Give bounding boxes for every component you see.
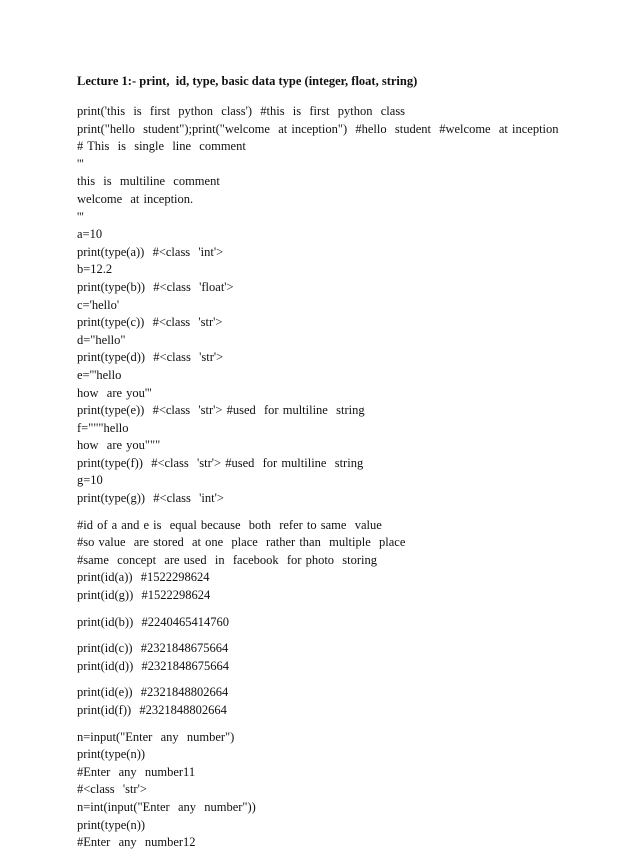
- code-line: print('this is first python class') #this is first python class: [77, 104, 406, 118]
- code-line: #id of a and e is equal because both refer to same value: [77, 517, 382, 532]
- block-gap: [77, 675, 617, 684]
- code-line: ''': [77, 209, 84, 224]
- block-gap: [77, 631, 617, 640]
- code-line: print(type(b)) #<class 'float'>: [77, 279, 234, 294]
- document-content: [77, 72, 617, 852]
- code-line: #Enter any number11: [77, 764, 196, 779]
- code-line: n=input("Enter any number"): [77, 729, 235, 744]
- code-line: how are you''': [77, 385, 152, 400]
- code-line: print(type(n)): [77, 817, 146, 832]
- code-line: #same concept are used in facebook for photo storing: [77, 552, 378, 567]
- code-line: #so value are stored at one place rather than multiple place: [77, 535, 406, 550]
- code-line: print(type(a)) #<class 'int'>: [77, 244, 224, 259]
- code-line: ''': [77, 156, 84, 171]
- code-line: print(type(n)): [77, 747, 146, 762]
- code-block: [77, 517, 617, 605]
- code-line: print(type(e)) #<class 'str'> #used for multiline string: [77, 403, 365, 418]
- page-title: Lecture 1:- print, id, type, basic data type (integer, float, string): [77, 74, 418, 88]
- code-block: [77, 640, 617, 675]
- code-line: print(id(c)) #2321848675664: [77, 641, 229, 656]
- code-line: how are you""": [77, 438, 161, 453]
- code-line: a=10: [77, 227, 103, 242]
- code-line: print(type(f)) #<class 'str'> #used for multiline string: [77, 455, 364, 470]
- block-gap: [77, 605, 617, 614]
- code-line: this is multiline comment: [77, 174, 220, 189]
- code-listing: [77, 103, 617, 852]
- code-line: d="hello": [77, 332, 126, 347]
- code-line: print(type(c)) #<class 'str'>: [77, 315, 223, 330]
- code-line: print(id(b)) #2240465414760: [77, 614, 229, 629]
- code-block: [77, 684, 617, 719]
- code-line: print(id(a)) #1522298624: [77, 570, 210, 585]
- code-line: print(type(d)) #<class 'str'>: [77, 350, 224, 365]
- code-block: [77, 729, 617, 852]
- code-line: c='hello': [77, 297, 120, 312]
- code-line: print(id(f)) #2321848802664: [77, 703, 227, 717]
- code-block: [77, 103, 617, 508]
- code-line: f="""hello: [77, 420, 129, 435]
- block-gap: [77, 720, 617, 729]
- code-line: n=int(input("Enter any number")): [77, 799, 256, 814]
- code-line: print(id(e)) #2321848802664: [77, 685, 229, 700]
- code-line: print(id(d)) #2321848675664: [77, 658, 229, 673]
- code-line: #Enter any number12: [77, 835, 196, 850]
- code-line: welcome at inception.: [77, 191, 194, 206]
- code-line: # This is single line comment: [77, 139, 246, 154]
- code-line: g=10: [77, 473, 103, 488]
- code-line: e='''hello: [77, 367, 122, 382]
- code-line: b=12.2: [77, 262, 113, 277]
- code-line: print(id(g)) #1522298624: [77, 588, 211, 603]
- code-block: [77, 614, 617, 632]
- code-line: print("hello student");print("welcome at inception") #hello student #welcome at inception: [77, 121, 559, 136]
- code-line: print(type(g)) #<class 'int'>: [77, 491, 224, 506]
- code-line: #<class 'str'>: [77, 782, 147, 797]
- block-gap: [77, 508, 617, 517]
